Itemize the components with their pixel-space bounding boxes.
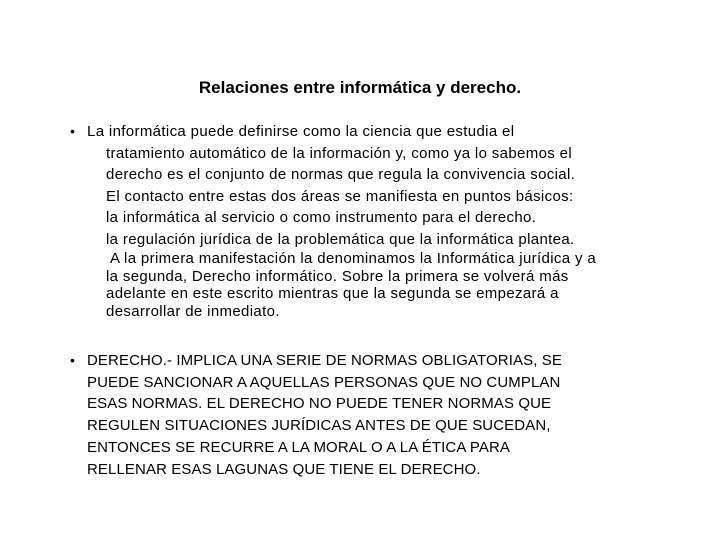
text-line: A la primera manifestación la denominamos la Informática jurídica y a <box>110 250 597 267</box>
text-line: RELLENAR ESAS LAGUNAS QUE TIENE EL DERECHO. <box>87 460 481 478</box>
text-line: derecho es el conjunto de normas que regula la convivencia social. <box>106 166 576 183</box>
bullet-text <box>87 121 687 320</box>
bullet-text <box>87 350 687 480</box>
bullet-marker: • <box>70 352 75 368</box>
text-line: tratamiento automático de la información y, como ya lo sabemos el <box>106 144 573 162</box>
text-line: adelante en este escrito mientras que la segunda se empezará a <box>106 285 559 302</box>
text-line: la regulación jurídica de la problemática que la informática plantea. <box>106 230 575 248</box>
text-line: ENTONCES SE RECURRE A LA MORAL O A LA ÉTICA PARA <box>87 438 510 456</box>
text-line: PUEDE SANCIONAR A AQUELLAS PERSONAS QUE NO CUMPLAN <box>87 373 561 391</box>
bullet-marker: • <box>70 123 75 139</box>
text-line: El contacto entre estas dos áreas se manifiesta en puntos básicos: <box>106 187 574 205</box>
text-line: la segunda, Derecho informático. Sobre la primera se volverá más <box>106 267 569 285</box>
text-line: La informática puede definirse como la ciencia que estudia el <box>87 123 515 140</box>
text-line: desarrollar de inmediato. <box>106 302 280 320</box>
text-line: ESAS NORMAS. EL DERECHO NO PUEDE TENER NORMAS QUE <box>87 395 552 413</box>
text-line: REGULEN SITUACIONES JURÍDICAS ANTES DE QUE SUCEDAN, <box>87 417 551 435</box>
slide-title-text: Relaciones entre informática y derecho. <box>198 78 522 97</box>
slide-title <box>0 78 720 98</box>
text-line: la informática al servicio o como instrumento para el derecho. <box>106 209 537 226</box>
text-line: DERECHO.- IMPLICA UNA SERIE DE NORMAS OBLIGATORIAS, SE <box>87 352 562 369</box>
